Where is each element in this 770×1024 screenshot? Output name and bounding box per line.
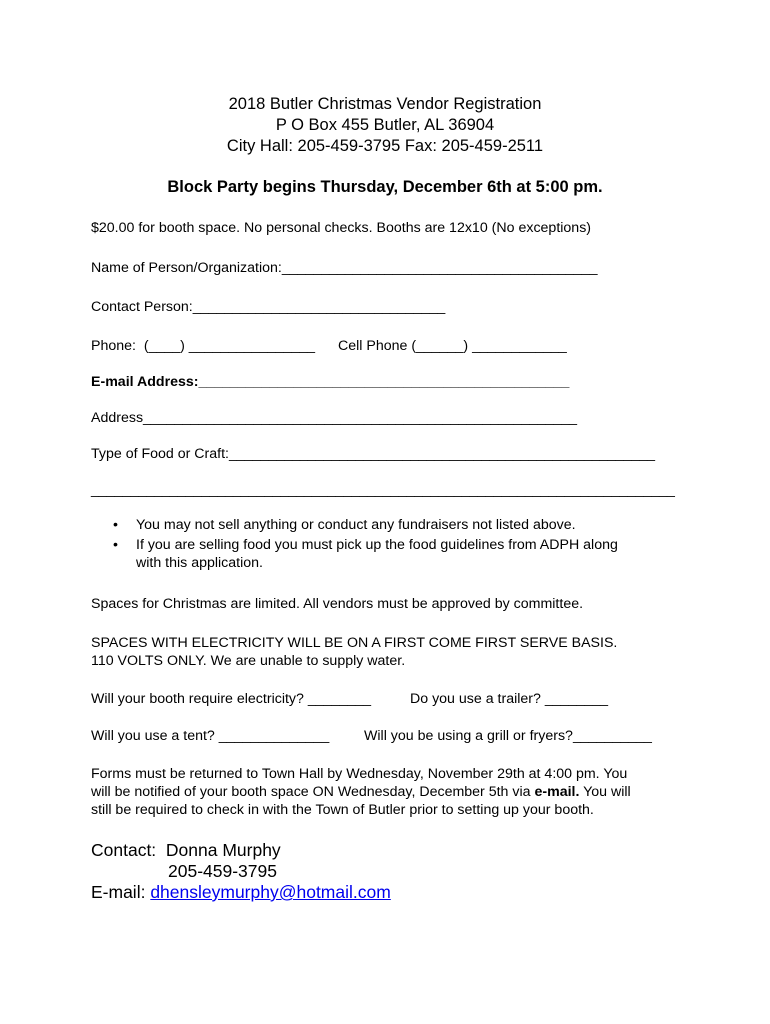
forms-note-1: Forms must be returned to Town Hall by Wednesday, November 29th at 4:00 pm. You — [91, 766, 628, 782]
phone-field: Phone: (____) ________________ — [91, 338, 316, 354]
contact-name: Contact: Donna Murphy — [91, 840, 281, 860]
email-field: E-mail Address:_______________________________________________ — [91, 374, 570, 390]
contact-email-label: E-mail: — [91, 882, 151, 902]
header-phone-fax: City Hall: 205-459-3795 Fax: 205-459-2511 — [226, 137, 544, 155]
spaces-note: Spaces for Christmas are limited. All vendors must be approved by committee. — [91, 596, 584, 612]
type-of-food-craft-field: Type of Food or Craft:______________________________________________________ — [91, 446, 656, 462]
trailer-question: Do you use a trailer? ________ — [410, 691, 608, 707]
contact-person-field: Contact Person:________________________________ — [91, 299, 446, 315]
electricity-note-2: 110 VOLTS ONLY. We are unable to supply water. — [91, 653, 406, 669]
forms-note-2-pre: will be notified of your booth space ON Wednesday, December 5th via — [91, 784, 535, 800]
name-field: Name of Person/Organization:________________________________________ — [91, 260, 598, 276]
electricity-note-1: SPACES WITH ELECTRICITY WILL BE ON A FIRST COME FIRST SERVE BASIS. — [91, 635, 618, 651]
forms-note-2 — [91, 783, 631, 801]
bullet-icon: • — [113, 517, 118, 533]
header-address: P O Box 455 Butler, AL 36904 — [275, 116, 495, 134]
electricity-question: Will your booth require electricity? ________ — [91, 691, 371, 707]
address-field: Address_______________________________________________________ — [91, 410, 578, 426]
cell-phone-field: Cell Phone (______) ____________ — [338, 338, 567, 354]
event-title: Block Party begins Thursday, December 6th at 5:00 pm. — [167, 178, 603, 196]
extra-blank-line: __________________________________________________________________________ — [91, 482, 675, 498]
forms-note-2-post: You will — [579, 784, 631, 800]
contact-email-link[interactable]: dhensleymurphy@hotmail.com — [150, 882, 391, 902]
forms-note-3: still be required to check in with the Town of Butler prior to setting up your booth. — [91, 802, 594, 818]
forms-note-2-email: e-mail. — [534, 784, 580, 800]
header-title: 2018 Butler Christmas Vendor Registration — [228, 95, 542, 113]
grill-question: Will you be using a grill or fryers?__________ — [364, 728, 652, 744]
contact-email-line — [91, 882, 391, 903]
tent-question: Will you use a tent? ______________ — [91, 728, 330, 744]
bullet-text-1: You may not sell anything or conduct any fundraisers not listed above. — [136, 517, 576, 533]
bullet-text-2: If you are selling food you must pick up the food guidelines from ADPH along — [136, 537, 618, 553]
contact-phone: 205-459-3795 — [168, 861, 277, 881]
bullet-text-2-cont: with this application. — [136, 555, 263, 571]
bullet-icon: • — [113, 537, 118, 553]
fee-note: $20.00 for booth space. No personal checks. Booths are 12x10 (No exceptions) — [91, 220, 592, 236]
